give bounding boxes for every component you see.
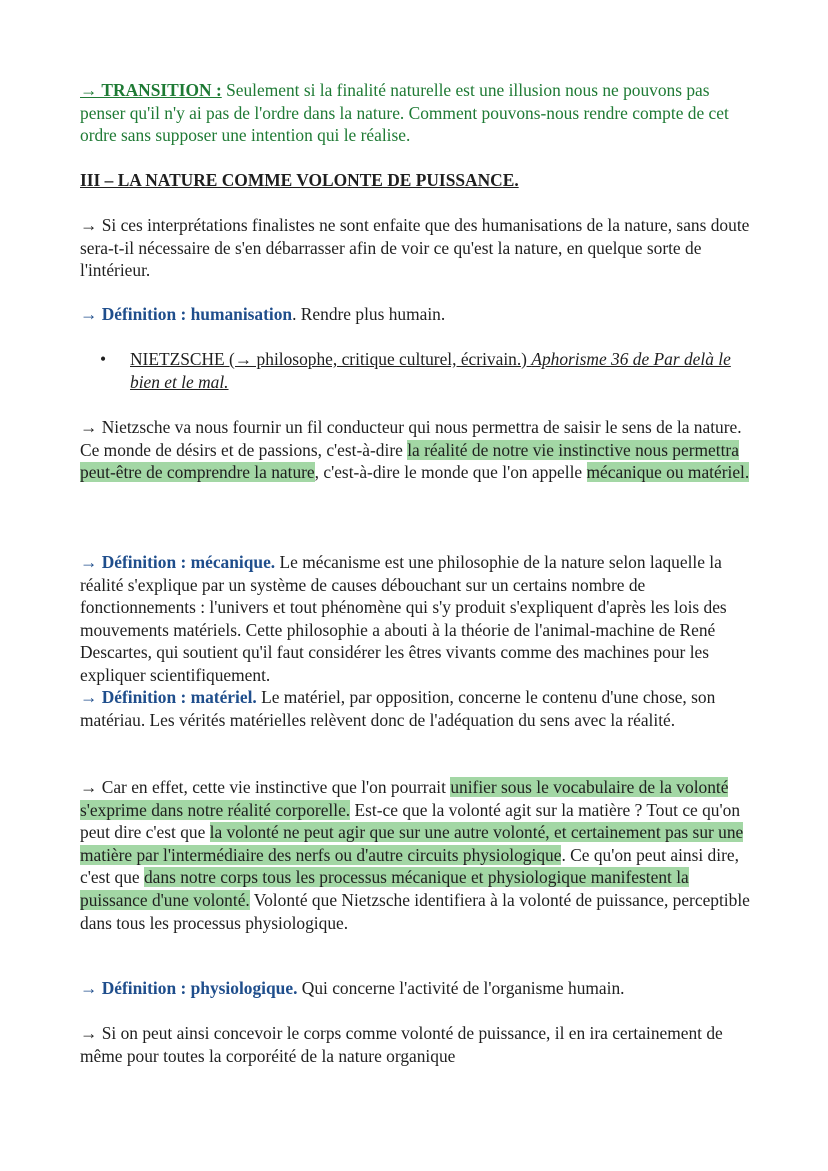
transition-text: Seulement si la finalité naturelle est une illusion nous ne pouvons pas penser qu'il n'y ai pas de l'ordre dans la nature. Comment pouvons-nous rendre compte de cet ordre sans supposer une intention qui le réalise. [80, 80, 729, 146]
paragraph-humanisation-intro: → Si ces interprétations finalistes ne sont enfaite que des humanisations de la nature, sans doute sera-t-il nécessaire de s'en débarrasser afin de voir ce qu'est la nature, en quelque sorte de l'intérieur. [80, 215, 750, 281]
definition-materiel [80, 686, 752, 731]
definition-humanisation [80, 303, 752, 326]
highlight-volonte-autre-volonte: la volonté ne peut agir que sur une autre volonté, et certainement pas sur une matière par l'intermédiaire des nerfs ou d'autre circuits physiologique [80, 822, 744, 865]
paragraph-volonte-text-b: Est-ce que la volonté agit sur la matière ? Tout ce qu'on peut dire c'est que [80, 799, 741, 843]
highlight-instinctive-life: la réalité de notre vie instinctive nous permettra peut-être de comprendre la nature [80, 439, 739, 483]
bullet-icon: • [100, 349, 107, 369]
highlight-volonte-corporelle: unifier sous le vocabulaire de la volonté s'exprime dans notre réalité corporelle. [80, 777, 729, 820]
paragraph-nietzsche-text-b: , c'est-à-dire le monde que l'on appelle [314, 462, 587, 483]
paragraph-volonte [80, 776, 752, 934]
definition-physiologique-label: → Définition : physiologique. [80, 978, 298, 998]
paragraph-nietzsche [80, 416, 752, 484]
section-heading: III – LA NATURE COMME VOLONTE DE PUISSANCE. [80, 170, 519, 190]
paragraph-volonte-text-d: Volonté que Nietzsche identifiera à la volonté de puissance, perceptible dans tous les processus physiologique. [80, 889, 750, 933]
highlight-processus-physiologique: dans notre corps tous les processus mécanique et physiologique manifestent la puissance d'une volonté. [80, 867, 689, 910]
paragraph-corporeite: → Si on peut ainsi concevoir le corps comme volonté de puissance, il en ira certainement de même pour toutes la corporéité de la nature organique [80, 1023, 723, 1066]
definition-physiologique-text: Qui concerne l'activité de l'organisme humain. [297, 978, 625, 998]
definition-humanisation-text: . Rendre plus humain. [292, 304, 446, 324]
transition-label: → TRANSITION : [80, 80, 222, 100]
paragraph-nietzsche-text-a: Ce monde de désirs et de passions, c'est-à-dire [80, 439, 408, 460]
bullet-text [130, 348, 752, 393]
bullet-text-main: NIETZSCHE (→ philosophe, critique culturel, écrivain.) [130, 349, 532, 369]
transition-paragraph [80, 79, 752, 147]
paragraph-volonte-text-a: → Car en effet, cette vie instinctive que l'on pourrait [80, 777, 451, 797]
paragraph-nietzsche-line1: → Nietzsche va nous fournir un fil conducteur qui nous permettra de saisir le sens de la nature. [80, 417, 742, 437]
definition-physiologique [80, 977, 752, 1000]
definition-materiel-label: → Définition : matériel. [80, 687, 257, 707]
definition-mecanique-label: → Définition : mécanique. [80, 552, 276, 572]
bullet-text-italic: Aphorisme 36 de Par delà le bien et le mal. [130, 349, 731, 392]
definition-mecanique-text: Le mécanisme est une philosophie de la nature selon laquelle la réalité s'explique par un système de causes débouchant sur un certains nombre de fonctionnements : l'univers et tout phénomène qui s'y produit s'expliquent d'après les lois des mouvements matériels. Cette philosophie a abouti à la théorie de l'animal-machine de René Descartes, qui soutient qu'il faut considérer les êtres vivants comme des machines pour les expliquer scientifiquement. [80, 552, 727, 685]
definition-mecanique [80, 551, 752, 687]
highlight-mecanique-materiel: mécanique ou matériel. [586, 462, 750, 483]
definition-materiel-text: Le matériel, par opposition, concerne le contenu d'une chose, son matériau. Les vérités matérielles relèvent donc de l'adéquation du sens avec la réalité. [80, 687, 716, 730]
definition-humanisation-label: → Définition : humanisation [80, 304, 293, 324]
paragraph-volonte-text-c: . Ce qu'on peut ainsi dire, c'est que [80, 844, 739, 888]
